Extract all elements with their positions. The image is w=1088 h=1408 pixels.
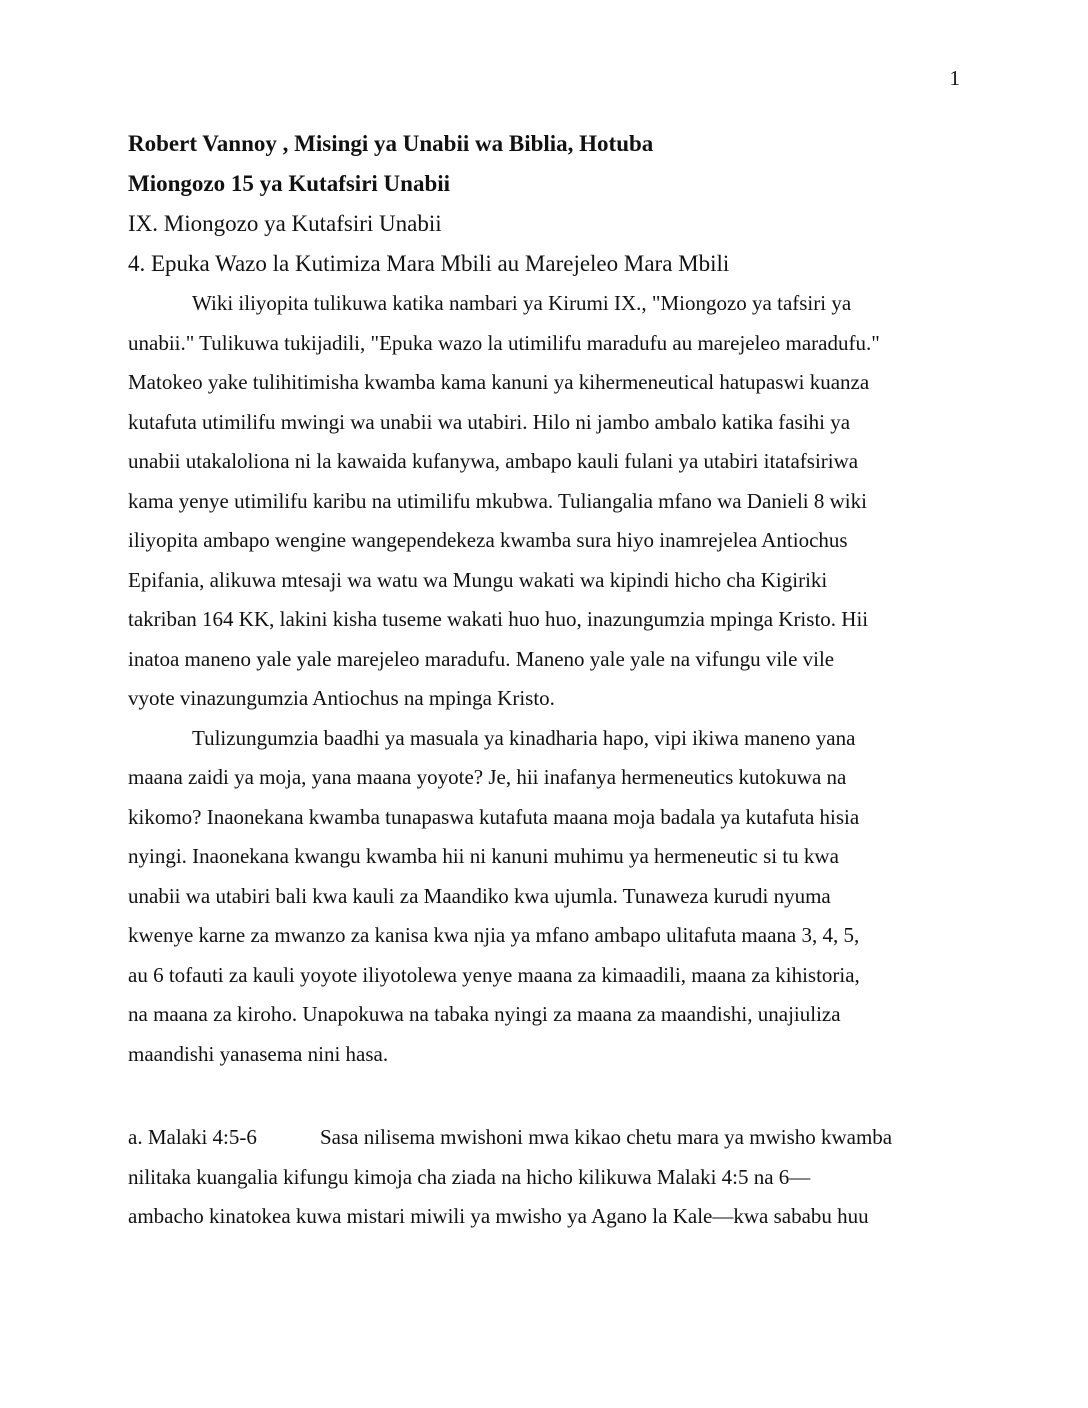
paragraph-1: [128, 284, 958, 719]
paragraph-line: ambacho kinatokea kuwa mistari miwili ya mwisho ya Agano la Kale—kwa sababu huu: [128, 1204, 869, 1228]
paragraph-line: vyote vinazungumzia Antiochus na mpinga Kristo.: [128, 686, 555, 710]
document-subtitle: Miongozo 15 ya Kutafsiri Unabii: [128, 171, 451, 196]
document-title: Robert Vannoy , Misingi ya Unabii wa Biblia, Hotuba: [128, 131, 654, 156]
section-heading: IX. Miongozo ya Kutafsiri Unabii: [128, 211, 442, 236]
section-a-first-line: [128, 1118, 958, 1158]
paragraph-2: [128, 719, 958, 1075]
page-number: 1: [949, 66, 960, 90]
paragraph-line: inatoa maneno yale yale marejeleo maradufu. Maneno yale yale na vifungu vile vile: [128, 646, 835, 671]
paragraph-line: unabii utakaloliona ni la kawaida kufanywa, ambapo kauli fulani ya utabiri itatafsiriwa: [128, 449, 859, 473]
paragraph-line: kutafuta utimilifu mwingi wa unabii wa utabiri. Hilo ni jambo ambalo katika fasihi ya: [128, 409, 851, 434]
paragraph-line: Matokeo yake tulihitimisha kwamba kama kanuni ya kihermeneutical hatupaswi kuanza: [128, 370, 870, 394]
paragraph-line: Epifania, alikuwa mtesaji wa watu wa Mungu wakati wa kipindi hicho cha Kigiriki: [128, 567, 828, 592]
paragraph-spacer: [128, 1074, 958, 1118]
paragraph-line: Tulizungumzia baadhi ya masuala ya kinadharia hapo, vipi ikiwa maneno yana: [192, 725, 856, 750]
paragraph-line: kwenye karne za mwanzo za kanisa kwa njia ya mfano ambapo ulitafuta maana 3, 4, 5,: [128, 923, 860, 947]
section-a-label: a. Malaki 4:5-6: [128, 1125, 257, 1149]
paragraph-line: unabii." Tulikuwa tukijadili, "Epuka wazo la utimilifu maradufu au marejeleo maradufu.": [128, 330, 880, 355]
paragraph-line: maandishi yanasema nini hasa.: [128, 1041, 389, 1066]
paragraph-line: kama yenye utimilifu karibu na utimilifu mkubwa. Tuliangalia mfano wa Danieli 8 wiki: [128, 488, 867, 513]
paragraph-line: nyingi. Inaonekana kwangu kwamba hii ni kanuni muhimu ya hermeneutic si tu kwa: [128, 844, 839, 868]
section-a: [128, 1118, 958, 1237]
paragraph-line: Sasa nilisema mwishoni mwa kikao chetu mara ya mwisho kwamba: [320, 1125, 893, 1149]
paragraph-line: kikomo? Inaonekana kwamba tunapaswa kutafuta maana moja badala ya kutafuta hisia: [128, 804, 860, 829]
paragraph-line: takriban 164 KK, lakini kisha tuseme wakati huo huo, inazungumzia mpinga Kristo. Hii: [128, 607, 869, 631]
paragraph-line: iliyopita ambapo wengine wangependekeza kwamba sura hiyo inamrejelea Antiochus: [128, 528, 848, 552]
paragraph-line: au 6 tofauti za kauli yoyote iliyotolewa yenye maana za kimaadili, maana za kihistoria,: [128, 962, 860, 987]
document-body: [128, 124, 958, 1237]
paragraph-line: nilitaka kuangalia kifungu kimoja cha ziada na hicho kilikuwa Malaki 4:5 na 6—: [128, 1164, 811, 1189]
paragraph-line: Wiki iliyopita tulikuwa katika nambari ya Kirumi IX., "Miongozo ya tafsiri ya: [192, 291, 852, 315]
subsection-heading: 4. Epuka Wazo la Kutimiza Mara Mbili au Marejeleo Mara Mbili: [128, 251, 730, 276]
paragraph-line: na maana za kiroho. Unapokuwa na tabaka nyingi za maana za maandishi, unajiuliza: [128, 1002, 841, 1026]
paragraph-line: unabii wa utabiri bali kwa kauli za Maandiko kwa ujumla. Tunaweza kurudi nyuma: [128, 883, 831, 908]
paragraph-line: maana zaidi ya moja, yana maana yoyote? Je, hii inafanya hermeneutics kutokuwa na: [128, 765, 847, 789]
